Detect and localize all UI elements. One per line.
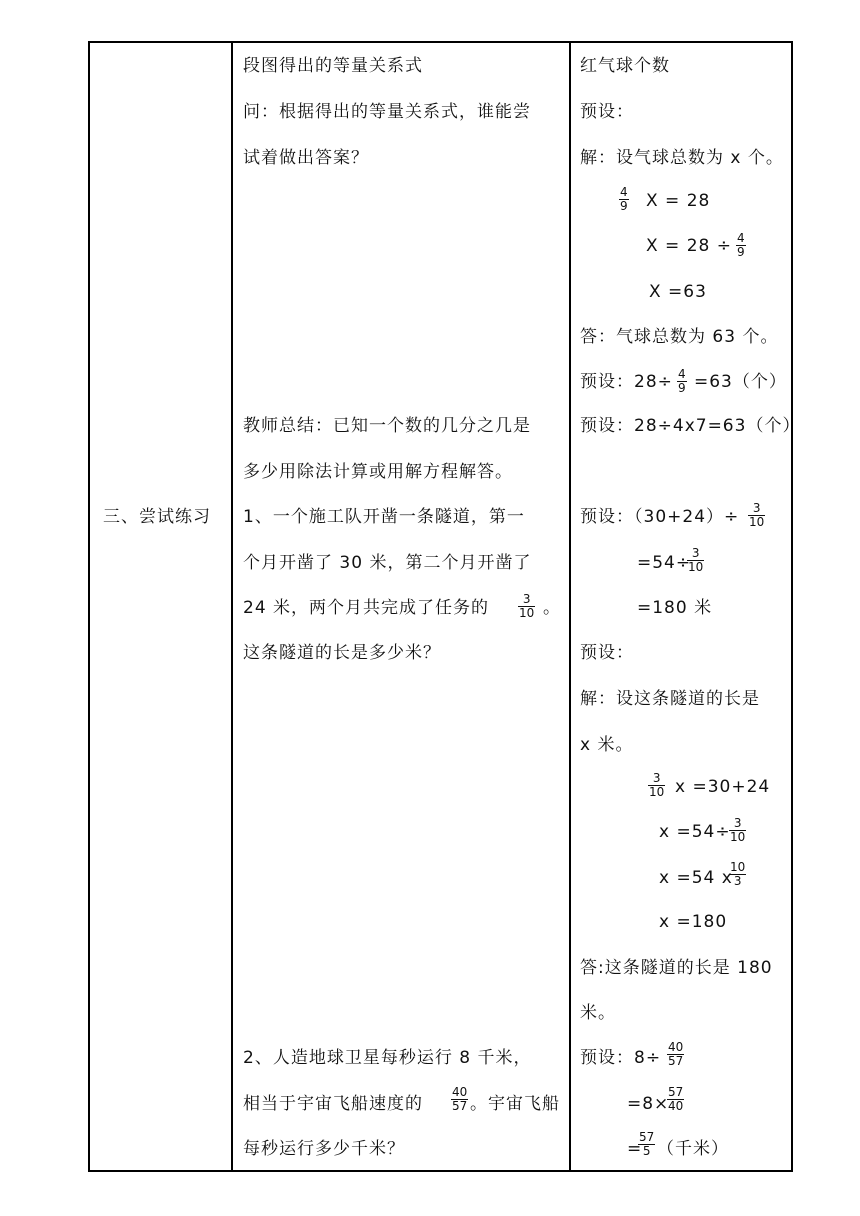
mid-line-9: 这条隧道的长是多少米？ [243, 643, 441, 663]
right-line-17: x =54÷ [659, 822, 731, 842]
fraction-numerator: 3 [729, 817, 746, 831]
fraction-denominator: 57 [668, 1054, 684, 1068]
fraction-denominator: 9 [737, 245, 745, 259]
mid-line-11-end: 。宇宙飞船 [470, 1094, 560, 1114]
mid-line-2: 问：根据得出的等量关系式，谁能尝 [243, 102, 531, 122]
fraction-numerator: 10 [730, 860, 746, 874]
right-line-10: 预设：（30+24）÷ [580, 507, 740, 527]
fraction-40-57-b [667, 1041, 684, 1068]
table-divider-2 [569, 41, 571, 1172]
fraction-denominator: 57 [452, 1099, 468, 1113]
fraction-3-10-e [729, 817, 746, 844]
fraction-numerator: 40 [668, 1040, 684, 1054]
fraction-numerator: 57 [668, 1085, 684, 1099]
mid-line-6: 1、一个施工队开凿一条隧道，第一 [243, 507, 525, 527]
fraction-denominator: 10 [649, 785, 665, 799]
fraction-denominator: 10 [730, 830, 746, 844]
mid-line-4: 教师总结：已知一个数的几分之几是 [243, 416, 531, 436]
fraction-57-5 [638, 1131, 655, 1158]
right-line-24-end: （千米） [657, 1139, 729, 1159]
fraction-denominator: 9 [678, 381, 686, 395]
right-line-4: X = 28 [646, 191, 711, 211]
right-line-8: 预设：28÷ [580, 372, 673, 392]
right-line-19: x =180 [659, 912, 728, 932]
right-line-1: 红气球个数 [580, 56, 670, 76]
fraction-numerator: 3 [518, 593, 535, 607]
fraction-3-10-d [648, 772, 665, 799]
table-border-right [791, 41, 793, 1172]
right-line-5: X = 28 ÷ [646, 236, 732, 256]
right-line-12: =180 米 [637, 598, 713, 618]
fraction-denominator: 10 [688, 560, 704, 574]
section-label: 三、尝试练习 [103, 507, 211, 527]
fraction-4-9-b [736, 232, 746, 259]
fraction-4-9 [619, 186, 629, 213]
right-line-11: =54÷ [637, 553, 692, 573]
fraction-denominator: 3 [733, 874, 742, 888]
fraction-denominator: 10 [749, 515, 765, 529]
mid-line-10: 2、人造地球卫星每秒运行 8 千米， [243, 1048, 532, 1068]
right-line-3: 解：设气球总数为 x 个。 [580, 148, 784, 168]
mid-line-8-end: 。 [543, 598, 561, 618]
fraction-numerator: 4 [678, 367, 686, 381]
fraction-numerator: 57 [639, 1130, 655, 1144]
fraction-denominator: 40 [668, 1099, 684, 1113]
right-line-16: x =30+24 [675, 777, 771, 797]
fraction-denominator: 10 [519, 606, 535, 620]
fraction-3-10 [518, 593, 535, 620]
fraction-numerator: 4 [620, 185, 628, 199]
fraction-10-3 [729, 861, 746, 888]
mid-line-7: 个月开凿了 30 米，第二个月开凿了 [243, 553, 532, 573]
mid-line-12: 每秒运行多少千米？ [243, 1139, 405, 1159]
table-divider-1 [231, 41, 233, 1172]
mid-line-8: 24 米，两个月共完成了任务的 [243, 598, 490, 618]
mid-line-5: 多少用除法计算或用解方程解答。 [243, 462, 513, 482]
fraction-denominator: 9 [620, 199, 628, 213]
right-line-21: 米。 [580, 1003, 616, 1023]
fraction-numerator: 3 [748, 502, 765, 516]
fraction-numerator: 40 [452, 1085, 468, 1099]
right-line-23: =8× [627, 1094, 670, 1114]
fraction-numerator: 3 [648, 772, 665, 786]
mid-line-11: 相当于宇宙飞船速度的 [243, 1094, 423, 1114]
fraction-3-10-c [687, 547, 704, 574]
right-line-14: 解：设这条隧道的长是 [580, 689, 760, 709]
fraction-numerator: 4 [737, 231, 745, 245]
right-line-18: x =54 x [659, 868, 733, 888]
fraction-numerator: 3 [687, 547, 704, 561]
fraction-40-57 [451, 1086, 468, 1113]
fraction-denominator: 5 [642, 1144, 651, 1158]
table-border-top [88, 41, 793, 43]
right-line-15: x 米。 [580, 735, 634, 755]
fraction-57-40 [667, 1086, 684, 1113]
table-border-left [88, 41, 90, 1172]
right-line-13: 预设： [580, 643, 634, 663]
right-line-20: 答:这条隧道的长是 180 [580, 958, 773, 978]
right-line-2: 预设： [580, 102, 634, 122]
mid-line-3: 试着做出答案？ [243, 148, 369, 168]
right-line-6: X =63 [649, 282, 707, 302]
fraction-3-10-b [748, 502, 765, 529]
mid-line-1: 段图得出的等量关系式 [243, 56, 423, 76]
table-border-bottom [88, 1170, 793, 1172]
right-line-7: 答：气球总数为 63 个。 [580, 327, 779, 347]
right-line-9: 预设：28÷4x7=63（个） [580, 416, 801, 436]
fraction-4-9-c [677, 368, 687, 395]
right-line-22: 预设：8÷ [580, 1048, 662, 1068]
right-line-8-end: =63（个） [694, 372, 787, 392]
right-line-24: = [627, 1139, 643, 1159]
